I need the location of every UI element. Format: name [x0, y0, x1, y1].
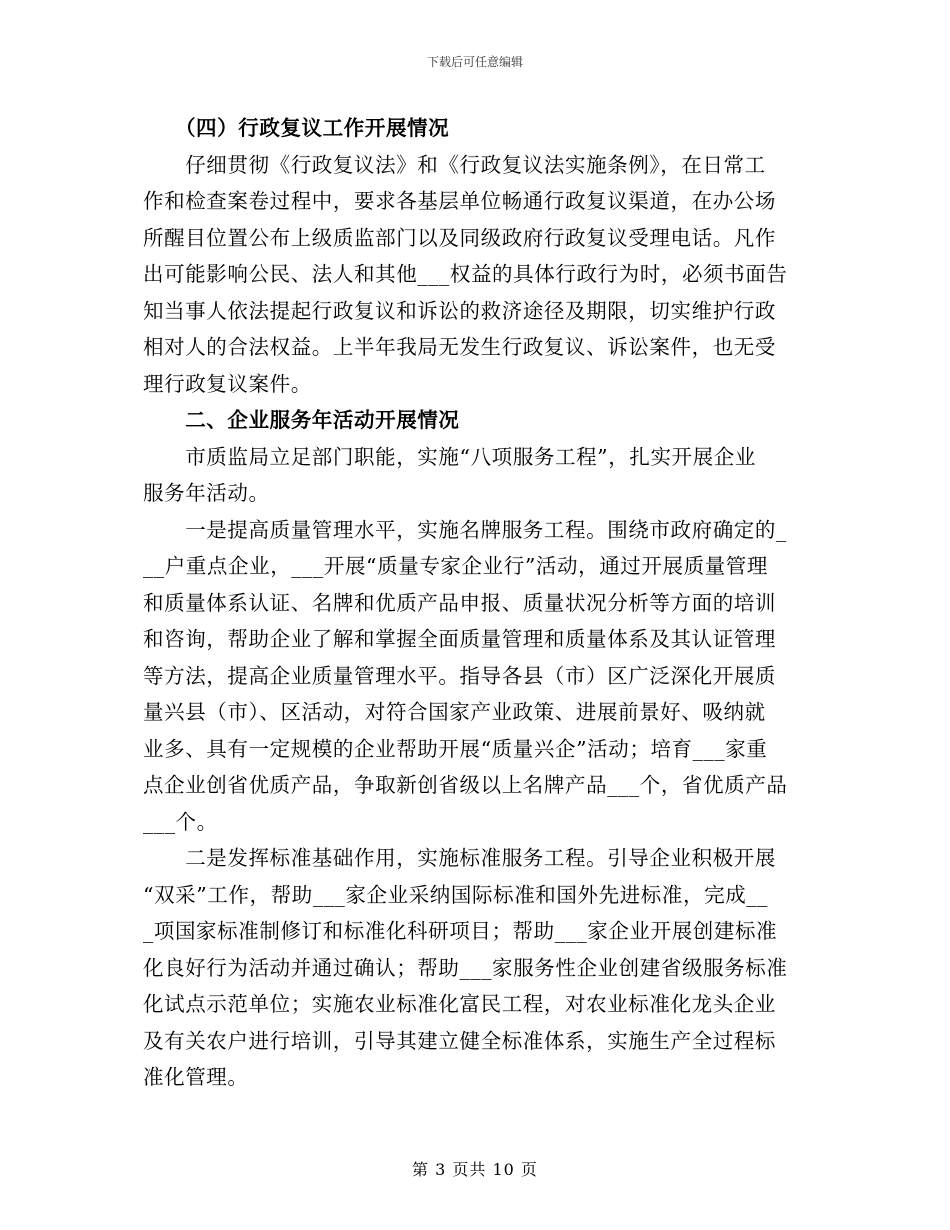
text-line: ___个。	[143, 809, 218, 834]
text-line: 量兴县（市）、区活动，对符合国家产业政策、进展前景好、吸纳就	[143, 700, 766, 724]
text-line: 化良好行为活动并通过确认；帮助___家服务性企业创建省级服务标准	[143, 955, 788, 980]
text-line: _项国家标准制修订和标准化科研项目；帮助___家企业开展创建标准	[143, 919, 778, 943]
text-line: 市质监局立足部门职能，实施“八项服务工程”，扎实开展企业	[143, 444, 756, 469]
text-line: 作和检查案卷过程中，要求各基层单位畅通行政复议渠道，在办公场	[143, 189, 776, 213]
text-line: 所醒目位置公布上级质监部门以及同级政府行政复议受理电话。凡作	[143, 225, 776, 250]
text-line: 知当事人依法提起行政复议和诉讼的救济途径及期限，切实维护行政	[143, 298, 776, 323]
text-line: 服务年活动。	[143, 481, 270, 505]
text-line: 和咨询，帮助企业了解和掌握全面质量管理和质量体系及其认证管理	[143, 627, 776, 651]
text-line: 仔细贯彻《行政复议法》和《行政复议法实施条例》，在日常工	[143, 152, 766, 177]
section-heading-admin-review: （四）行政复议工作开展情况	[143, 116, 450, 140]
section-heading-service-year: 二、企业服务年活动开展情况	[143, 408, 460, 432]
text-line: “双采”工作，帮助___家企业采纳国际标准和国外先进标准，完成__	[143, 882, 769, 907]
document-body	[143, 110, 807, 1096]
page-number: 第 3 页共 10 页	[412, 1160, 538, 1179]
text-line: 及有关农户进行培训，引导其建立健全标准体系，实施生产全过程标	[143, 1028, 776, 1053]
text-line: 理行政复议案件。	[143, 371, 312, 396]
header-note: 下载后可任意编辑	[426, 55, 523, 69]
text-line: 相对人的合法权益。上半年我局无发生行政复议、诉讼案件，也无受	[143, 335, 776, 359]
text-line: __户重点企业，___开展“质量专家企业行”活动，通过开展质量管理	[143, 554, 769, 578]
text-line: 出可能影响公民、法人和其他___权益的具体行政行为时，必须书面告	[143, 262, 788, 286]
text-line: 化试点示范单位；实施农业标准化富民工程，对农业标准化龙头企业	[143, 992, 776, 1016]
text-line: 准化管理。	[143, 1065, 249, 1089]
text-line: 二是发挥标准基础作用，实施标准服务工程。引导企业积极开展	[143, 846, 776, 870]
text-line: 等方法，提高企业质量管理水平。指导各县（市）区广泛深化开展质	[143, 663, 776, 688]
text-line: 业多、具有一定规模的企业帮助开展“质量兴企”活动；培育___家重	[143, 736, 768, 761]
text-line: 点企业创省优质产品，争取新创省级以上名牌产品___个，省优质产品	[143, 773, 788, 797]
text-line: 和质量体系认证、名牌和优质产品申报、质量状况分析等方面的培训	[143, 590, 776, 615]
text-line: 一是提高质量管理水平，实施名牌服务工程。围绕市政府确定的_	[143, 517, 787, 542]
